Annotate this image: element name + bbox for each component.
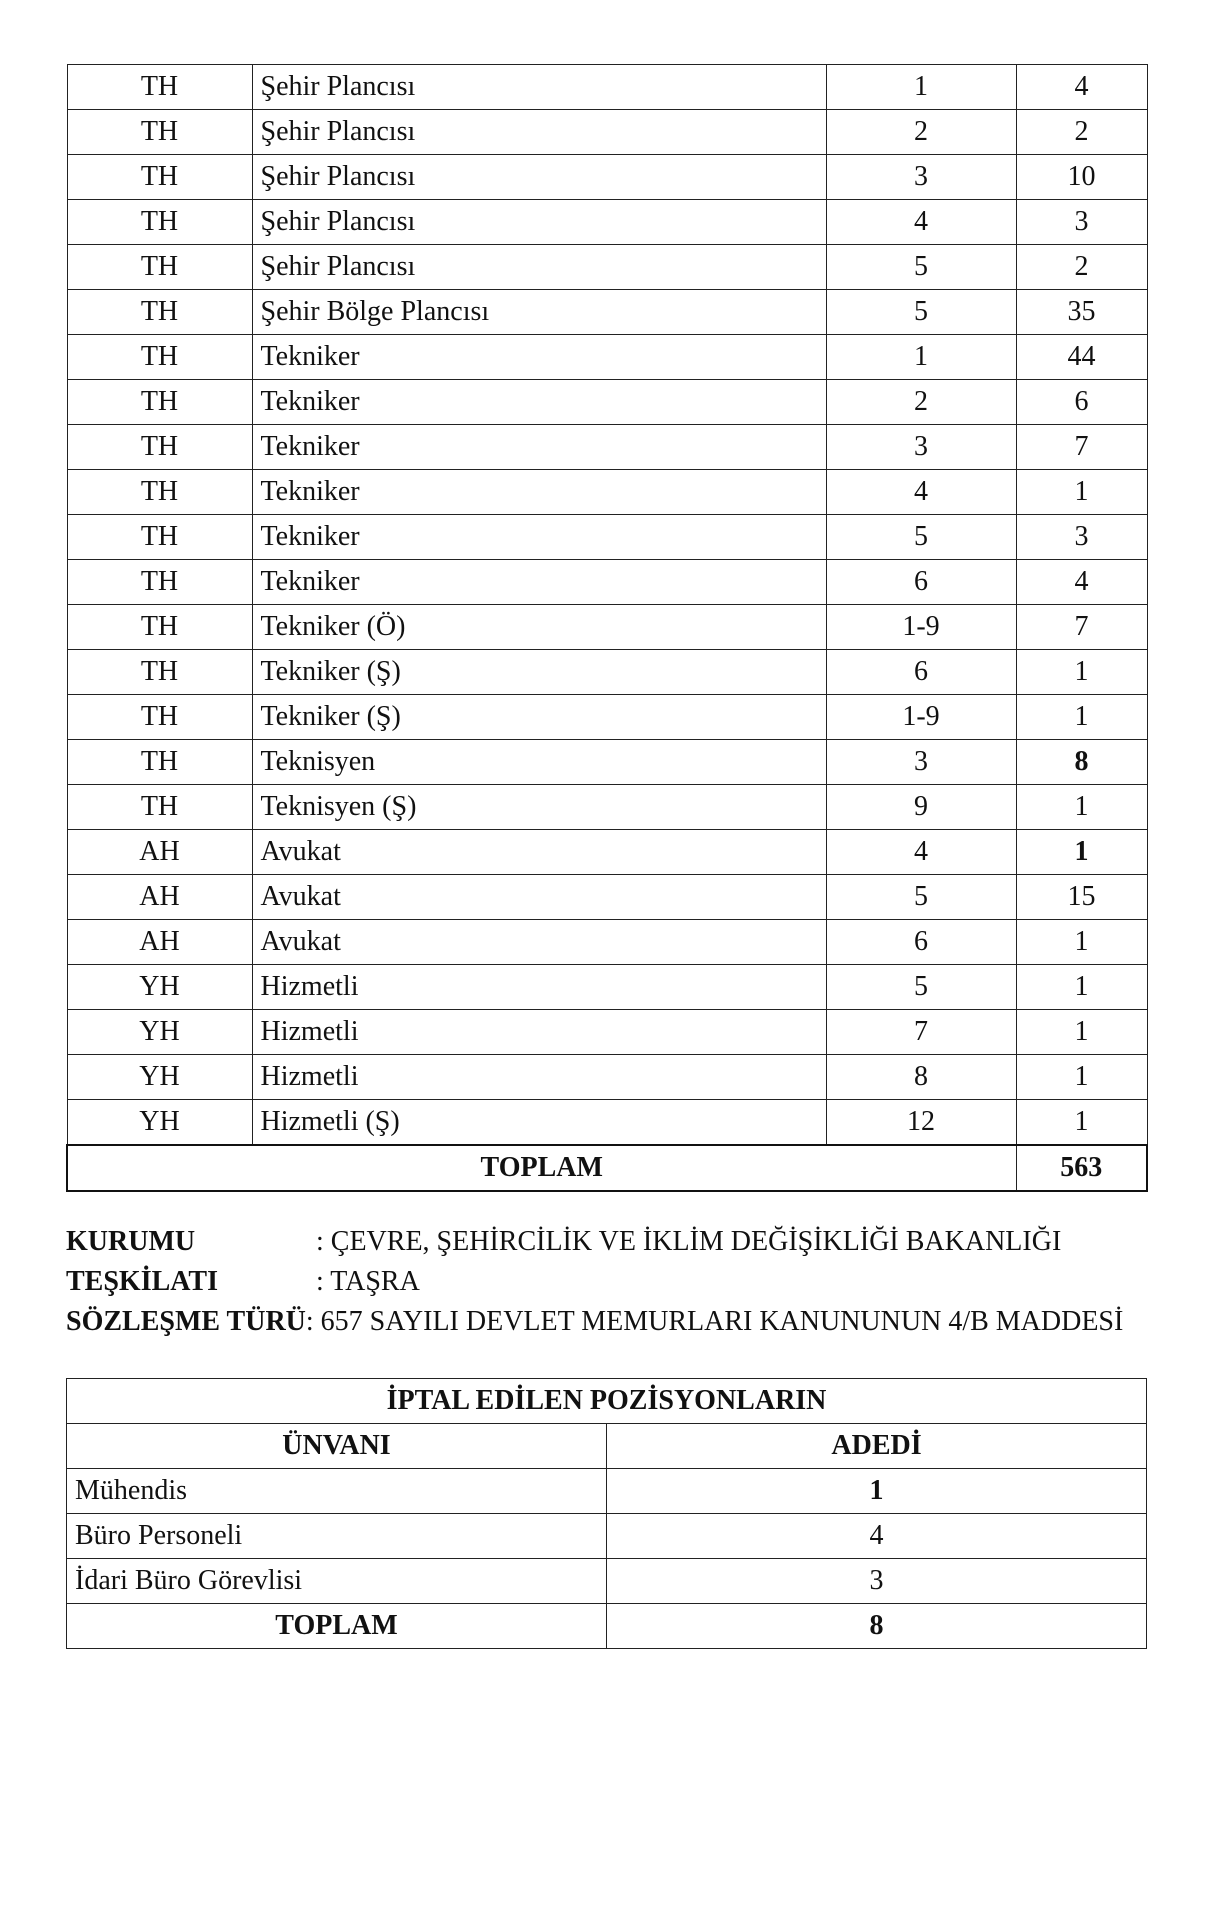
position-code-cell: TH [67,380,252,425]
position-code-cell: TH [67,200,252,245]
position-code-cell: TH [67,425,252,470]
position-code-cell: TH [67,515,252,560]
position-grade-cell: 12 [826,1100,1016,1146]
position-grade-cell: 1-9 [826,695,1016,740]
table-row [67,110,1147,155]
position-count-cell: 1 [1016,1100,1147,1146]
position-title-cell: Tekniker [252,470,826,515]
cancelled-col-title-header: ÜNVANI [67,1424,607,1469]
table-row [67,155,1147,200]
position-title-cell: Avukat [252,830,826,875]
position-title-cell: Tekniker [252,425,826,470]
cancelled-header-row [67,1424,1147,1469]
table-row [67,245,1147,290]
table-row [67,830,1147,875]
position-count-cell: 15 [1016,875,1147,920]
position-count-cell: 1 [1016,470,1147,515]
position-count-cell: 3 [1016,200,1147,245]
cancelled-total-value: 8 [607,1604,1147,1649]
position-grade-cell: 1-9 [826,605,1016,650]
position-count-cell: 1 [1016,785,1147,830]
position-count-cell: 2 [1016,245,1147,290]
position-grade-cell: 6 [826,920,1016,965]
institution-value: : ÇEVRE, ŞEHİRCİLİK VE İKLİM DEĞİŞİKLİĞİ BAKANLIĞI [316,1226,1062,1257]
position-code-cell: TH [67,740,252,785]
table-row [67,335,1147,380]
position-count-cell: 1 [1016,1010,1147,1055]
position-code-cell: TH [67,650,252,695]
position-count-cell: 7 [1016,605,1147,650]
position-count-cell: 8 [1016,740,1147,785]
table-row [67,695,1147,740]
position-code-cell: TH [67,155,252,200]
organization-value: : TAŞRA [316,1266,420,1297]
table-row [67,650,1147,695]
table-row [67,425,1147,470]
table-row [67,1469,1147,1514]
position-title-cell: Teknisyen [252,740,826,785]
table-row [67,380,1147,425]
cancelled-count-cell: 3 [607,1559,1147,1604]
position-code-cell: YH [67,1100,252,1146]
position-title-cell: Avukat [252,920,826,965]
position-code-cell: TH [67,335,252,380]
table-row [67,920,1147,965]
position-grade-cell: 1 [826,65,1016,110]
contract-type-row [66,1302,1166,1342]
position-grade-cell: 3 [826,425,1016,470]
position-title-cell: Tekniker (Ş) [252,695,826,740]
position-grade-cell: 7 [826,1010,1016,1055]
position-count-cell: 7 [1016,425,1147,470]
cancelled-title-cell: Mühendis [67,1469,607,1514]
position-grade-cell: 1 [826,335,1016,380]
cancelled-table-body [67,1469,1147,1604]
position-code-cell: AH [67,875,252,920]
position-title-cell: Tekniker (Ş) [252,650,826,695]
table-row [67,515,1147,560]
table-row [67,200,1147,245]
position-count-cell: 1 [1016,965,1147,1010]
position-count-cell: 1 [1016,650,1147,695]
position-code-cell: AH [67,830,252,875]
position-grade-cell: 4 [826,830,1016,875]
table-row [67,1559,1147,1604]
position-title-cell: Teknisyen (Ş) [252,785,826,830]
position-grade-cell: 5 [826,965,1016,1010]
table-row [67,65,1147,110]
position-title-cell: Şehir Plancısı [252,200,826,245]
table-row [67,470,1147,515]
position-code-cell: YH [67,1010,252,1055]
position-title-cell: Tekniker [252,515,826,560]
position-count-cell: 1 [1016,695,1147,740]
position-title-cell: Şehir Plancısı [252,65,826,110]
contract-type-value: : 657 SAYILI DEVLET MEMURLARI KANUNUNUN 4/B MADDESİ [305,1306,1124,1337]
cancelled-count-cell: 4 [607,1514,1147,1559]
position-code-cell: TH [67,695,252,740]
cancelled-table-title: İPTAL EDİLEN POZİSYONLARIN [67,1379,1147,1424]
position-title-cell: Avukat [252,875,826,920]
position-count-cell: 1 [1016,830,1147,875]
position-count-cell: 3 [1016,515,1147,560]
position-title-cell: Hizmetli [252,1010,826,1055]
position-code-cell: YH [67,1055,252,1100]
position-code-cell: TH [67,785,252,830]
contract-type-label: SÖZLEŞME TÜRÜ [66,1306,306,1337]
positions-table-body [67,65,1147,1146]
position-count-cell: 10 [1016,155,1147,200]
position-grade-cell: 9 [826,785,1016,830]
position-grade-cell: 5 [826,245,1016,290]
position-title-cell: Hizmetli (Ş) [252,1100,826,1146]
positions-total-row [67,1145,1147,1191]
position-grade-cell: 5 [826,515,1016,560]
institution-row [66,1222,1166,1262]
position-code-cell: TH [67,560,252,605]
position-count-cell: 1 [1016,920,1147,965]
position-grade-cell: 2 [826,380,1016,425]
position-grade-cell: 6 [826,650,1016,695]
cancelled-title-cell: Büro Personeli [67,1514,607,1559]
position-count-cell: 4 [1016,65,1147,110]
organization-row [66,1262,1166,1302]
position-title-cell: Şehir Bölge Plancısı [252,290,826,335]
position-count-cell: 44 [1016,335,1147,380]
position-code-cell: TH [67,470,252,515]
table-row [67,1010,1147,1055]
position-title-cell: Şehir Plancısı [252,245,826,290]
position-title-cell: Şehir Plancısı [252,110,826,155]
position-count-cell: 1 [1016,1055,1147,1100]
table-row [67,785,1147,830]
table-row [67,965,1147,1010]
table-row [67,740,1147,785]
organization-label: TEŞKİLATI [66,1266,218,1297]
positions-table [66,64,1148,1192]
table-row [67,1514,1147,1559]
position-code-cell: AH [67,920,252,965]
table-row [67,875,1147,920]
position-count-cell: 4 [1016,560,1147,605]
positions-total-label: TOPLAM [67,1145,1016,1191]
table-row [67,560,1147,605]
position-grade-cell: 4 [826,200,1016,245]
position-count-cell: 35 [1016,290,1147,335]
table-row [67,1100,1147,1146]
position-code-cell: TH [67,245,252,290]
position-grade-cell: 3 [826,740,1016,785]
position-grade-cell: 6 [826,560,1016,605]
position-grade-cell: 4 [826,470,1016,515]
cancelled-title-row [67,1379,1147,1424]
cancelled-count-cell: 1 [607,1469,1147,1514]
position-title-cell: Tekniker [252,380,826,425]
cancelled-title-cell: İdari Büro Görevlisi [67,1559,607,1604]
institution-info [66,1222,1166,1342]
position-title-cell: Tekniker [252,560,826,605]
position-title-cell: Hizmetli [252,965,826,1010]
cancelled-total-label: TOPLAM [67,1604,607,1649]
position-code-cell: TH [67,290,252,335]
position-code-cell: TH [67,110,252,155]
position-title-cell: Hizmetli [252,1055,826,1100]
table-row [67,1055,1147,1100]
positions-total-value: 563 [1016,1145,1147,1191]
institution-label: KURUMU [66,1226,196,1257]
table-row [67,290,1147,335]
position-code-cell: TH [67,65,252,110]
position-code-cell: TH [67,605,252,650]
position-title-cell: Tekniker [252,335,826,380]
position-title-cell: Tekniker (Ö) [252,605,826,650]
position-code-cell: YH [67,965,252,1010]
table-row [67,605,1147,650]
cancelled-positions-table [66,1378,1147,1649]
position-grade-cell: 8 [826,1055,1016,1100]
position-count-cell: 2 [1016,110,1147,155]
position-count-cell: 6 [1016,380,1147,425]
position-grade-cell: 2 [826,110,1016,155]
cancelled-total-row [67,1604,1147,1649]
cancelled-col-count-header: ADEDİ [607,1424,1147,1469]
position-grade-cell: 5 [826,290,1016,335]
position-grade-cell: 5 [826,875,1016,920]
position-title-cell: Şehir Plancısı [252,155,826,200]
position-grade-cell: 3 [826,155,1016,200]
